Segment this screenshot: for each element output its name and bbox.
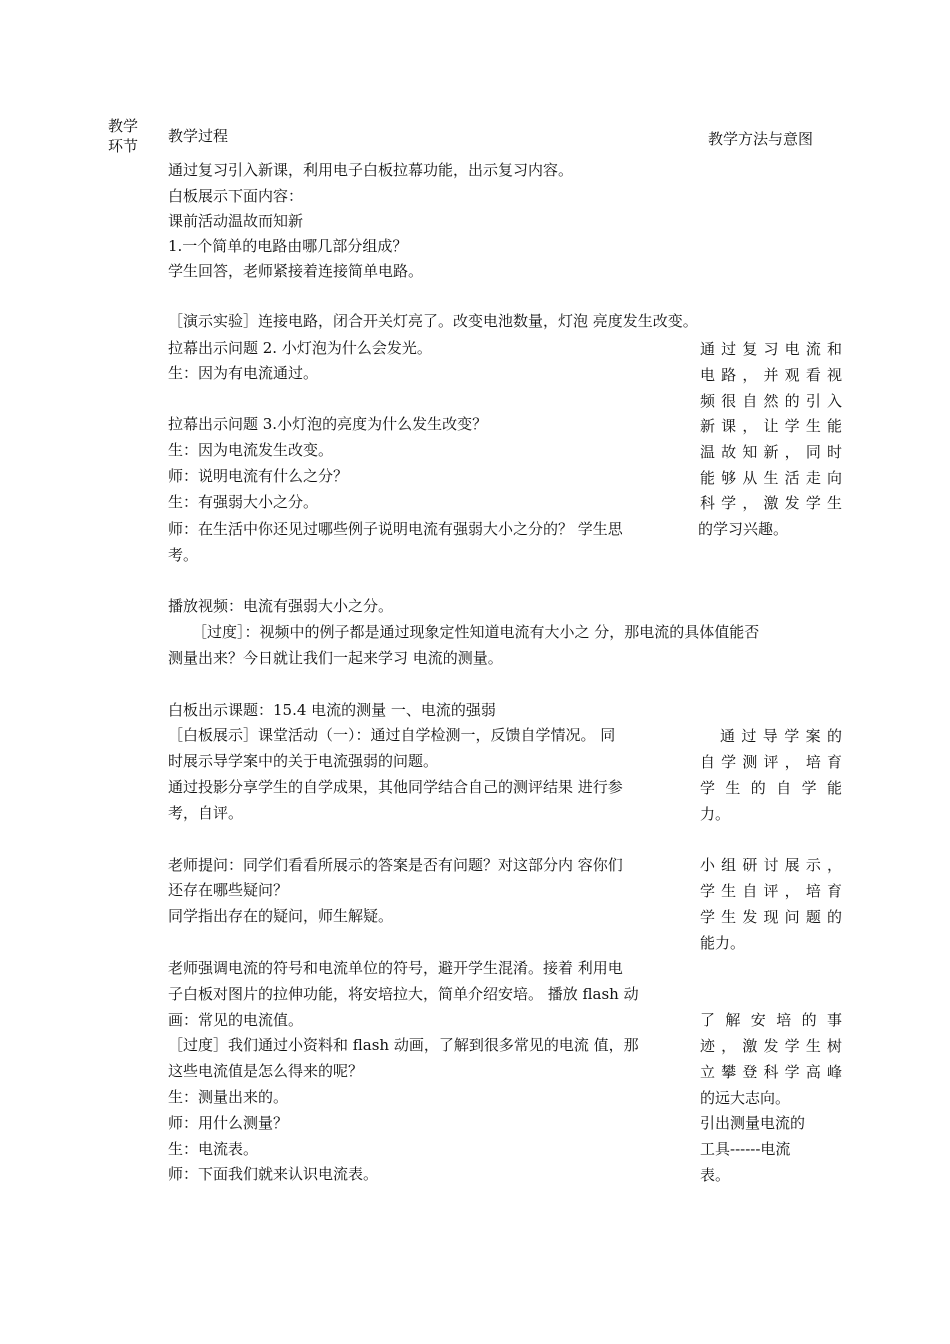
process-line: 拉幕出示问题 3.小灯泡的亮度为什么发生改变？ bbox=[168, 415, 488, 433]
process-line: 生：有强弱大小之分。 bbox=[168, 493, 319, 511]
process-line: 学生回答，老师紧接着连接简单电路。 bbox=[168, 262, 424, 280]
process-line: 通过复习引入新课，利用电子白板拉幕功能，出示复习内容。 bbox=[168, 161, 574, 179]
method-line: 电路，并观看视 bbox=[700, 366, 842, 384]
process-line: 画：常见的电流值。 bbox=[168, 1011, 304, 1029]
process-line: 白板展示下面内容： bbox=[168, 187, 304, 205]
process-line: ［过度］：视频中的例子都是通过现象定性知道电流有大小之 分，那电流的具体值能否 bbox=[192, 623, 760, 641]
process-line: ［过度］我们通过小资料和 flash 动画，了解到很多常见的电流 值，那 bbox=[168, 1036, 639, 1054]
method-line: 迹，激发学生树 bbox=[700, 1037, 842, 1055]
process-line: 这些电流值是怎么得来的呢？ bbox=[168, 1062, 364, 1080]
header-method: 教学方法与意图 bbox=[708, 130, 814, 148]
method-line: 科学，激发学生 bbox=[700, 494, 842, 512]
process-line: 拉幕出示问题 2. 小灯泡为什么会发光。 bbox=[168, 339, 432, 357]
process-line: 考。 bbox=[168, 546, 199, 564]
method-line: 学生自评，培育 bbox=[700, 882, 842, 900]
method-line: 立攀登科学高峰 bbox=[700, 1063, 842, 1081]
process-line: 生：测量出来的。 bbox=[168, 1088, 289, 1106]
process-line: 师：说明电流有什么之分？ bbox=[168, 467, 349, 485]
method-line: 温故知新，同时 bbox=[700, 443, 842, 461]
process-line: 师：下面我们就来认识电流表。 bbox=[168, 1165, 379, 1183]
method-line: 小组研讨展示， bbox=[700, 856, 842, 874]
method-line: 新课，让学生能 bbox=[700, 417, 842, 435]
process-line: 生：电流表。 bbox=[168, 1140, 259, 1158]
method-line: 学生的自学能 bbox=[700, 779, 842, 797]
method-line: 的远大志向。 bbox=[700, 1089, 791, 1107]
process-line: ［演示实验］连接电路，闭合开关灯亮了。改变电池数量，灯泡 亮度发生改变。 bbox=[168, 312, 698, 330]
process-line: 师：用什么测量？ bbox=[168, 1114, 289, 1132]
method-line: 自学测评，培育 bbox=[700, 753, 842, 771]
process-line: 通过投影分享学生的自学成果，其他同学结合自己的测评结果 进行参 bbox=[168, 778, 623, 796]
process-line: 生：因为电流发生改变。 bbox=[168, 441, 334, 459]
method-line: 频很自然的引入 bbox=[700, 392, 842, 410]
process-line: 子白板对图片的拉伸功能，将安培拉大，简单介绍安培。 播放 flash 动 bbox=[168, 985, 639, 1003]
process-line: 还存在哪些疑问？ bbox=[168, 881, 289, 899]
header-process: 教学过程 bbox=[168, 127, 229, 145]
process-line: 考，自评。 bbox=[168, 804, 244, 822]
process-line: 同学指出存在的疑问，师生解疑。 bbox=[168, 907, 394, 925]
method-line: 引出测量电流的 bbox=[700, 1114, 806, 1132]
process-line: ［白板展示］课堂活动（一）：通过自学检测一，反馈自学情况。 同 bbox=[168, 726, 616, 744]
method-line: 能力。 bbox=[700, 934, 746, 952]
method-line: 的学习兴趣。 bbox=[698, 520, 789, 538]
process-line: 测量出来？今日就让我们一起来学习 电流的测量。 bbox=[168, 649, 503, 667]
process-line: 老师强调电流的符号和电流单位的符号，避开学生混淆。接着 利用电 bbox=[168, 959, 623, 977]
method-line: 学生发现问题的 bbox=[700, 908, 842, 926]
process-line: 1.一个简单的电路由哪几部分组成？ bbox=[168, 237, 408, 255]
method-line: 工具------电流 bbox=[700, 1140, 791, 1158]
process-line: 生：因为有电流通过。 bbox=[168, 364, 319, 382]
method-line: 表。 bbox=[700, 1166, 731, 1184]
process-line: 时展示导学案中的关于电流强弱的问题。 bbox=[168, 752, 439, 770]
method-line: 能够从生活走向 bbox=[700, 469, 842, 487]
process-line: 老师提问：同学们看看所展示的答案是否有问题？对这部分内 容你们 bbox=[168, 856, 623, 874]
process-line: 播放视频：电流有强弱大小之分。 bbox=[168, 597, 394, 615]
method-line: 了解安培的事 bbox=[700, 1011, 842, 1029]
method-line: 通过复习电流和 bbox=[700, 340, 842, 358]
process-line: 白板出示课题：15.4 电流的测量 一、电流的强弱 bbox=[168, 701, 496, 719]
process-line: 课前活动温故而知新 bbox=[168, 212, 304, 230]
method-line: 力。 bbox=[700, 805, 731, 823]
process-line: 师：在生活中你还见过哪些例子说明电流有强弱大小之分的？ 学生思 bbox=[168, 520, 623, 538]
method-line: 通过导学案的 bbox=[720, 727, 842, 745]
header-section: 教学环节 bbox=[108, 117, 139, 155]
